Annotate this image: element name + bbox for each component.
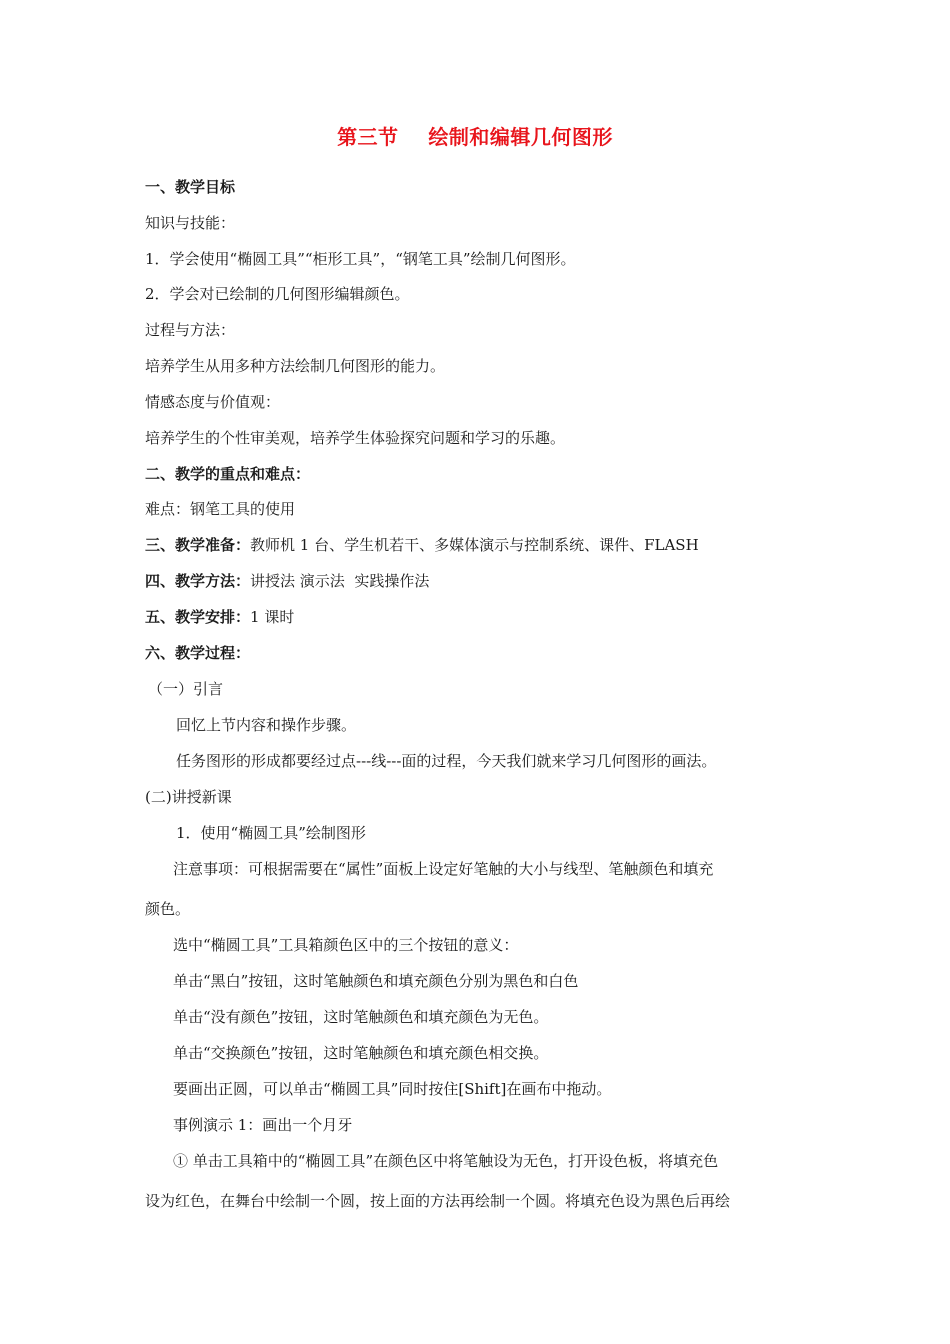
line-text: 难点：钢笔工具的使用: [145, 500, 296, 518]
line-text: 单击“没有颜色”按钮，这时笔触颜色和填充颜色为无色。: [173, 1008, 549, 1026]
section-heading: [145, 571, 429, 591]
section-heading: [145, 643, 250, 663]
subsection-heading: [148, 679, 223, 699]
line-text: 注意事项：可根据需要在“属性”面板上设定好笔触的大小与线型、笔触颜色和填充: [173, 860, 714, 878]
line-text: 颜色。: [145, 900, 191, 918]
section-heading: [145, 535, 699, 555]
line-text: 1．使用“椭圆工具”绘制图形: [176, 824, 366, 842]
line-text: ① 单击工具箱中的“椭圆工具”在颜色区中将笔触设为无色，打开设色板，将填充色: [173, 1152, 719, 1170]
paragraph-line: [173, 1007, 548, 1027]
line-text: 培养学生从用多种方法绘制几何图形的能力。: [145, 357, 446, 375]
line-text: 教师机 1 台、学生机若干、多媒体演示与控制系统、课件、FLASH: [250, 536, 699, 554]
heading-text: 五、教学安排：: [145, 608, 251, 626]
line-text: (二)讲授新课: [145, 788, 232, 806]
subsection-heading: [145, 787, 232, 807]
paragraph-line: [176, 715, 356, 735]
paragraph-line: [173, 1115, 352, 1135]
paragraph-line: [173, 1151, 718, 1171]
section-heading: [145, 177, 235, 197]
line-text: 培养学生的个性审美观，培养学生体验探究问题和学习的乐趣。: [145, 429, 566, 447]
paragraph-line: [145, 392, 280, 412]
heading-text: 四、教学方法：: [145, 572, 251, 590]
paragraph-line: [145, 428, 565, 448]
section-heading: [145, 607, 294, 627]
line-text: 设为红色，在舞台中绘制一个圆，按上面的方法再绘制一个圆。将填充色设为黑色后再绘: [145, 1192, 731, 1210]
paragraph-line: [145, 320, 235, 340]
paragraph-line: [176, 751, 716, 771]
line-text: 1．学会使用“椭圆工具”“柜形工具”，“钢笔工具”绘制几何图形。: [145, 250, 576, 268]
paragraph-line: [173, 1043, 548, 1063]
heading-text: 六、教学过程：: [145, 644, 251, 662]
line-text: 讲授法 演示法 实践操作法: [250, 572, 430, 590]
line-text: 知识与技能：: [145, 214, 236, 232]
heading-text: 一、教学目标: [145, 178, 236, 196]
line-text: 回忆上节内容和操作步骤。: [176, 716, 357, 734]
line-text: 要画出正圆，可以单击“椭圆工具”同时按住[Shift]在画布中拖动。: [173, 1080, 612, 1098]
paragraph-line: [173, 935, 518, 955]
line-text: 单击“黑白”按钮，这时笔触颜色和填充颜色分别为黑色和白色: [173, 972, 579, 990]
line-text: 选中“椭圆工具”工具箱颜色区中的三个按钮的意义：: [173, 936, 519, 954]
paragraph-line: [145, 499, 295, 519]
paragraph-line: [145, 249, 576, 269]
paragraph-line: [145, 356, 445, 376]
line-text: 1 课时: [250, 608, 295, 626]
paragraph-line: [145, 213, 235, 233]
heading-text: 二、教学的重点和难点：: [145, 465, 311, 483]
line-text: 单击“交换颜色”按钮，这时笔触颜色和填充颜色相交换。: [173, 1044, 549, 1062]
page-title: 第三节 绘制和编辑几何图形: [337, 125, 613, 149]
paragraph-line: [173, 971, 578, 991]
line-text: 任务图形的形成都要经过点---线---面的过程，今天我们就来学习几何图形的画法。: [176, 752, 717, 770]
paragraph-line: [176, 823, 366, 843]
line-text: 情感态度与价值观：: [145, 393, 281, 411]
line-text: 2．学会对已绘制的几何图形编辑颜色。: [145, 285, 410, 303]
paragraph-line: [173, 859, 713, 879]
heading-text: 三、教学准备：: [145, 536, 251, 554]
line-text: 过程与方法：: [145, 321, 236, 339]
paragraph-line: [173, 1079, 611, 1099]
line-text: （一）引言: [148, 680, 224, 698]
line-text: 事例演示 1：画出一个月牙: [173, 1116, 353, 1134]
paragraph-line: [145, 284, 410, 304]
paragraph-line: [145, 1191, 730, 1211]
section-heading: [145, 464, 310, 484]
paragraph-line: [145, 899, 190, 919]
